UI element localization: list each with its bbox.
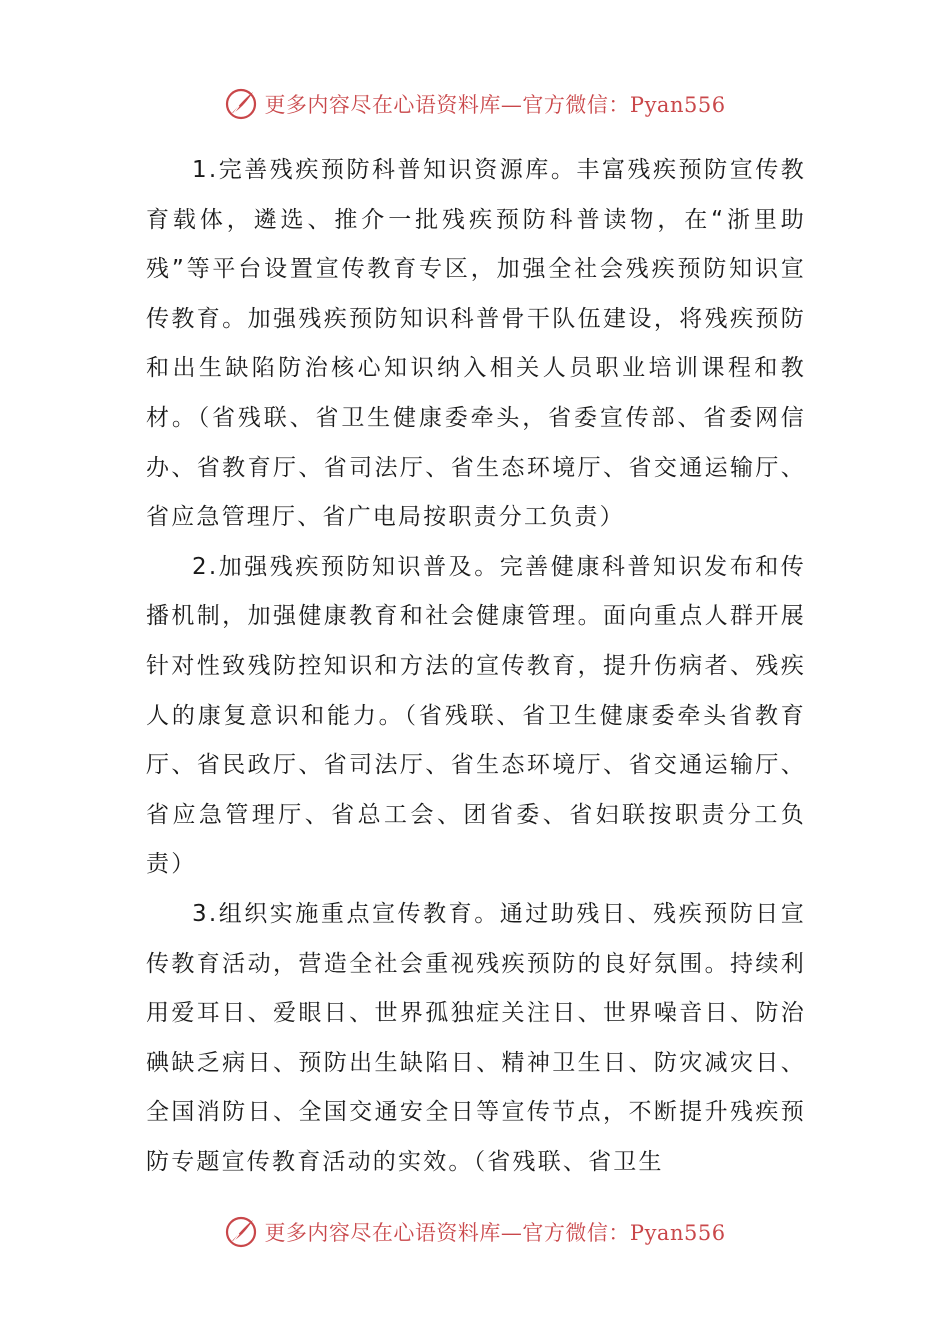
document-body bbox=[146, 146, 806, 1187]
paragraph-2: 2.加强残疾预防知识普及。完善健康科普知识发布和传播机制，加强健康教育和社会健康管理。面向重点人群开展针对性致残防控知识和方法的宣传教育，提升伤病者、残疾人的康复意识和能力。（省残联、省卫生健康委牵头省教育厅、省民政厅、省司法厅、省生态环境厅、省交通运输厅、省应急管理厅、省总工会、团省委、省妇联按职责分工负责） bbox=[146, 553, 806, 878]
footer-banner-text: 更多内容尽在心语资料库—官方微信：Pyan556 bbox=[264, 1221, 726, 1245]
header-banner bbox=[0, 84, 950, 124]
footer-banner bbox=[0, 1212, 950, 1252]
paragraph-3: 3.组织实施重点宣传教育。通过助残日、残疾预防日宣传教育活动，营造全社会重视残疾预防的良好氛围。持续利用爱耳日、爱眼日、世界孤独症关注日、世界噪音日、防治碘缺乏病日、预防出生缺陷日、精神卫生日、防灾减灾日、全国消防日、全国交通安全日等宣传节点，不断提升残疾预防专题宣传教育活动的实效。（省残联、省卫生 bbox=[146, 900, 806, 1175]
header-banner-text: 更多内容尽在心语资料库—官方微信：Pyan556 bbox=[264, 93, 726, 117]
quill-pen-circle-icon bbox=[224, 87, 258, 121]
paragraph-1: 1.完善残疾预防科普知识资源库。丰富残疾预防宣传教育载体，遴选、推介一批残疾预防科普读物，在“浙里助残”等平台设置宣传教育专区，加强全社会残疾预防知识宣传教育。加强残疾预防知识科普骨干队伍建设，将残疾预防和出生缺陷防治核心知识纳入相关人员职业培训课程和教材。（省残联、省卫生健康委牵头，省委宣传部、省委网信办、省教育厅、省司法厅、省生态环境厅、省交通运输厅、省应急管理厅、省广电局按职责分工负责） bbox=[146, 157, 806, 531]
quill-pen-circle-icon bbox=[224, 1215, 258, 1249]
